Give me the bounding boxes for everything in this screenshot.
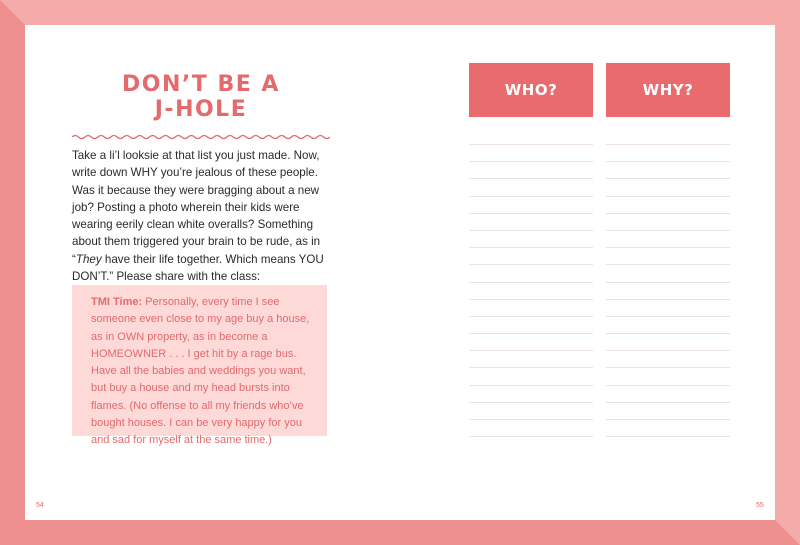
intro-text-end: have their life together. Which means YOU DON’T.” Please share with the class: [72, 252, 324, 284]
write-line[interactable] [606, 161, 730, 162]
write-line[interactable] [606, 402, 730, 403]
page-title [72, 72, 330, 122]
intro-text-start: Take a li’l looksie at that list you just made. Now, write down WHY you’re jealous of these people. Was it because they were bragging about a new job? Posting a photo wherein their kids were wearing eerily clean white overalls? Something about them triggered your brain to be rude, as in “ [72, 149, 321, 266]
write-line[interactable] [469, 247, 593, 248]
write-line[interactable] [606, 282, 730, 283]
write-line[interactable] [606, 178, 730, 179]
write-line[interactable] [469, 213, 593, 214]
write-line[interactable] [469, 436, 593, 437]
write-line[interactable] [469, 333, 593, 334]
write-line[interactable] [606, 299, 730, 300]
write-line[interactable] [469, 264, 593, 265]
write-line[interactable] [606, 230, 730, 231]
write-line[interactable] [606, 247, 730, 248]
write-line[interactable] [606, 264, 730, 265]
write-line[interactable] [606, 385, 730, 386]
write-line[interactable] [606, 436, 730, 437]
write-line[interactable] [606, 316, 730, 317]
why-column-header: WHY? [606, 63, 730, 117]
write-line[interactable] [469, 196, 593, 197]
write-line[interactable] [606, 144, 730, 145]
write-line[interactable] [469, 316, 593, 317]
intro-paragraph [72, 147, 342, 285]
who-column-header: WHO? [469, 63, 593, 117]
who-write-lines[interactable] [469, 144, 593, 453]
write-line[interactable] [606, 333, 730, 334]
why-write-lines[interactable] [606, 144, 730, 453]
tmi-label: TMI Time: [91, 296, 143, 308]
write-line[interactable] [606, 350, 730, 351]
title-line-2: J-HOLE [154, 97, 248, 122]
write-line[interactable] [469, 350, 593, 351]
write-line[interactable] [469, 144, 593, 145]
write-line[interactable] [469, 282, 593, 283]
write-line[interactable] [469, 419, 593, 420]
write-line[interactable] [606, 419, 730, 420]
page-number-right: 55 [756, 502, 764, 509]
title-line-1: DON’T BE A [122, 72, 280, 97]
wavy-divider [72, 131, 330, 143]
write-line[interactable] [469, 230, 593, 231]
write-line[interactable] [469, 367, 593, 368]
intro-text-emphasis: They [75, 252, 102, 266]
page-number-left: 54 [36, 502, 44, 509]
write-line[interactable] [606, 196, 730, 197]
write-line[interactable] [606, 213, 730, 214]
tmi-callout [72, 285, 327, 447]
write-line[interactable] [469, 299, 593, 300]
write-line[interactable] [469, 161, 593, 162]
tmi-callout-text [91, 294, 316, 450]
write-line[interactable] [469, 178, 593, 179]
write-line[interactable] [606, 367, 730, 368]
tmi-body: Personally, every time I see someone even close to my age buy a house, as in OWN property, as in become a HOMEOWNER . . . I get hit by a rage bus. Have all the babies and weddings you want, but buy a house and my head bursts into flames. (No offense to all my friends who’ve bought houses. I can be very happy for you and sad for myself at the same time.) [91, 296, 310, 447]
write-line[interactable] [469, 402, 593, 403]
write-line[interactable] [469, 385, 593, 386]
